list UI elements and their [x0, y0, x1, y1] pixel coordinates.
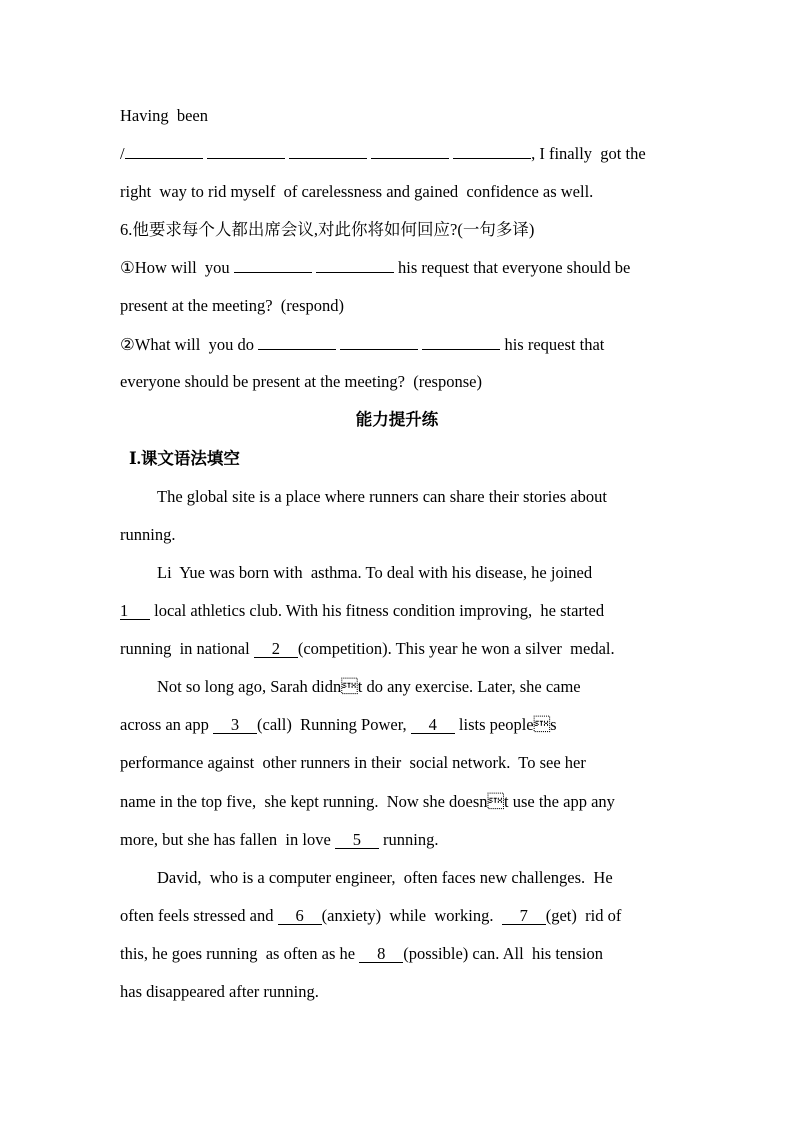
text-fragment: (get) rid of: [545, 906, 622, 925]
passage-line: Li Yue was born with asthma. To deal with his disease, he joined: [157, 563, 593, 582]
answer-blank-2[interactable]: 2: [254, 641, 298, 658]
answer-blank-7[interactable]: 7: [502, 908, 546, 925]
text-fragment: his request that: [504, 335, 605, 354]
text-fragment: this, he goes running as often as he: [120, 944, 360, 963]
text-fragment: ①How will you: [120, 258, 230, 277]
text-fragment: across an app: [120, 715, 214, 734]
passage-line: [120, 639, 615, 659]
passage-line: [120, 830, 439, 850]
passage-line: David, who is a computer engineer, often faces new challenges. He: [157, 868, 613, 887]
text-line: everyone should be present at the meeting? (response): [120, 372, 482, 391]
text-fragment: more, but she has fallen in love: [120, 830, 335, 849]
question-6-title: 6.他要求每个人都出席会议,对此你将如何回应?(一句多译): [120, 220, 535, 239]
text-fragment: (anxiety) while working.: [321, 906, 502, 925]
text-fragment: (call) Running Power,: [257, 715, 411, 734]
passage-line: has disappeared after running.: [120, 982, 319, 1001]
answer-blank[interactable]: [371, 158, 449, 159]
blank-line-q5: [120, 144, 646, 164]
passage-line: The global site is a place where runners can share their stories about: [157, 487, 607, 506]
text-fragment: (competition). This year he won a silver medal.: [297, 639, 615, 658]
subsection-heading: Ⅰ.课文语法填空: [129, 449, 240, 468]
answer-blank[interactable]: [289, 158, 367, 159]
passage-line: [120, 944, 603, 964]
answer-blank[interactable]: [422, 349, 500, 350]
passage-line: name in the top five, she kept running. Now she doesnt use the app any: [120, 792, 615, 811]
passage-line: Not so long ago, Sarah didnt do any exercise. Later, she came: [157, 677, 581, 696]
answer-blank[interactable]: [258, 349, 336, 350]
text-line: present at the meeting? (respond): [120, 296, 345, 315]
answer-blank[interactable]: [207, 158, 285, 159]
answer-blank[interactable]: [316, 272, 394, 273]
text-fragment: running.: [378, 830, 439, 849]
answer-blank-1[interactable]: 1: [120, 603, 150, 620]
text-fragment: lists peoples: [454, 715, 557, 734]
answer-blank[interactable]: [234, 272, 312, 273]
passage-line: [120, 715, 557, 735]
text-fragment: often feels stressed and: [120, 906, 278, 925]
answer-blank-4[interactable]: 4: [411, 717, 455, 734]
text-line: Having been: [120, 106, 208, 125]
answer-blank[interactable]: [340, 349, 418, 350]
answer-blank-5[interactable]: 5: [335, 832, 379, 849]
question-6a: [120, 258, 630, 278]
section-heading: 能力提升练: [355, 410, 439, 429]
answer-blank[interactable]: [453, 158, 531, 159]
passage-line: performance against other runners in their social network. To see her: [120, 753, 586, 772]
text-fragment: ②What will you do: [120, 335, 254, 354]
question-6b: [120, 335, 604, 355]
answer-blank-8[interactable]: 8: [359, 946, 403, 963]
text-fragment: local athletics club. With his fitness condition improving, he started: [150, 601, 605, 620]
text-line: right way to rid myself of carelessness and gained confidence as well.: [120, 182, 594, 201]
text-fragment: his request that everyone should be: [398, 258, 631, 277]
passage-line: running.: [120, 525, 176, 544]
answer-blank[interactable]: [125, 158, 203, 159]
passage-line: [120, 601, 604, 621]
answer-blank-3[interactable]: 3: [213, 717, 257, 734]
slash: /: [120, 144, 125, 163]
text-fragment: (possible) can. All his tension: [403, 944, 604, 963]
text-fragment: , I finally got the: [531, 144, 646, 163]
passage-line: [120, 906, 621, 926]
answer-blank-6[interactable]: 6: [278, 908, 322, 925]
text-fragment: running in national: [120, 639, 254, 658]
